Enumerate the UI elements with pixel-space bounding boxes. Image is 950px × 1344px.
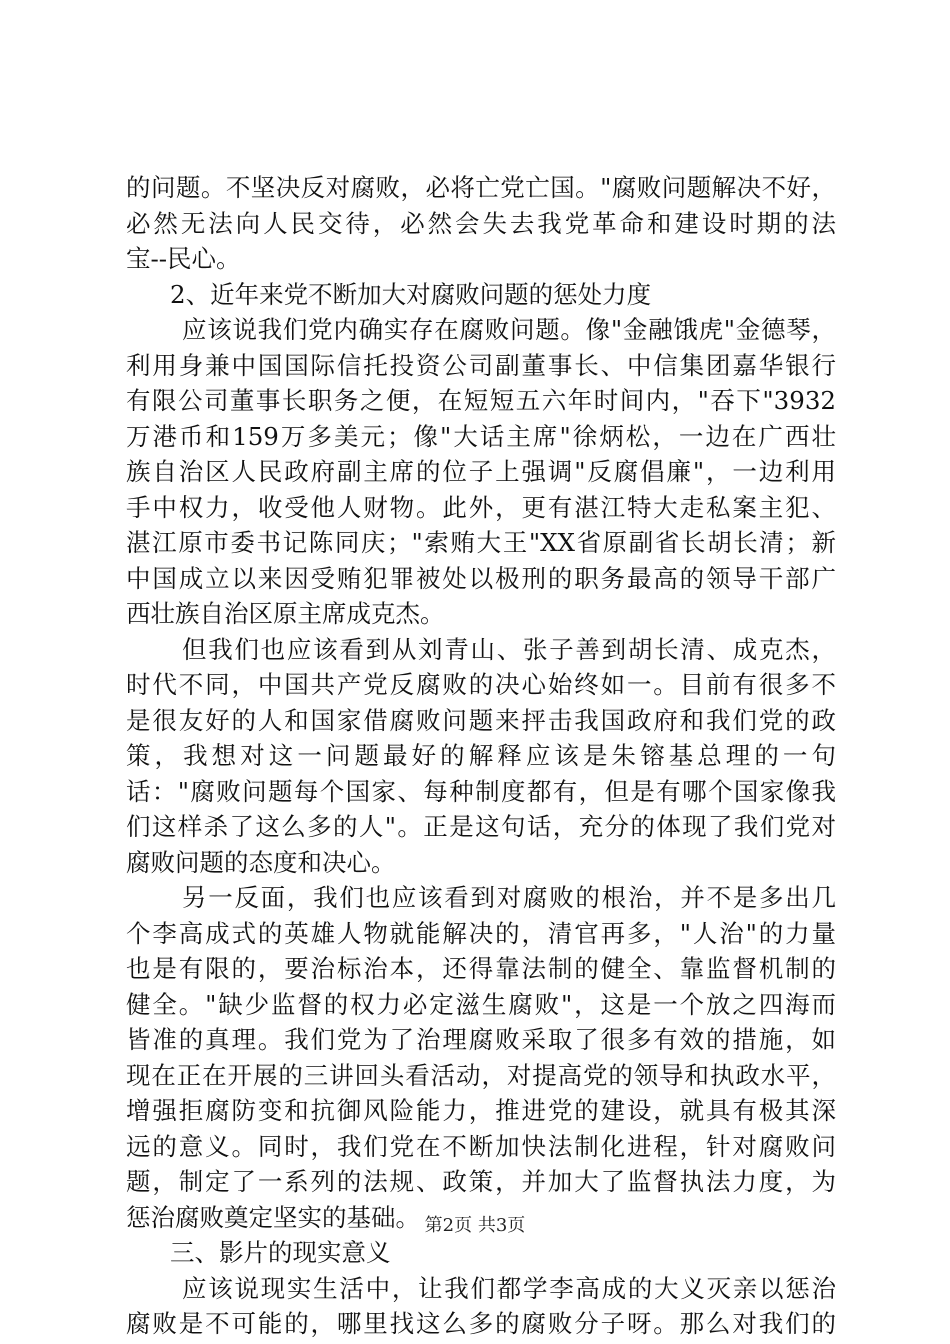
text-line: 增强拒腐防变和抗御风险能力，推进党的建设，就具有极其深 <box>126 1096 836 1125</box>
text-line: 惩治腐败奠定坚实的基础。 <box>126 1202 420 1232</box>
text-line: 策，我想对这一问题最好的解释应该是朱镕基总理的一句 <box>126 741 836 770</box>
text-line: 万港币和159万多美元；像"大话主席"徐炳松，一边在广西壮 <box>126 421 836 451</box>
text-line: 有限公司董事长职务之便，在短短五六年时间内，"吞下"3932 <box>126 386 836 415</box>
text-line: 应该说现实生活中，让我们都学李高成的大义灭亲以惩治 <box>182 1273 836 1303</box>
section-heading: 2、近年来党不断加大对腐败问题的惩处力度 <box>170 279 652 309</box>
text-line: 们这样杀了这么多的人"。正是这句话，充分的体现了我们党对 <box>126 812 836 841</box>
text-line: 现在正在开展的三讲回头看活动，对提高党的领导和执政水平， <box>126 1060 836 1090</box>
text-line: 是很友好的人和国家借腐败问题来抨击我国政府和我们党的政 <box>126 705 836 735</box>
text-line: 宝--民心。 <box>126 244 241 273</box>
text-line: 话："腐败问题每个国家、每种制度都有，但是有哪个国家像我 <box>126 776 836 806</box>
text-line: 另一反面，我们也应该看到对腐败的根治，并不是多出几 <box>182 883 836 912</box>
text-line: 应该说我们党内确实存在腐败问题。像"金融饿虎"金德琴， <box>182 315 836 344</box>
text-line: 腐败问题的态度和决心。 <box>126 847 396 877</box>
text-line: 皆准的真理。我们党为了治理腐败采取了很多有效的措施，如 <box>126 1025 836 1054</box>
text-line: 健全。"缺少监督的权力必定滋生腐败"，这是一个放之四海而 <box>126 989 836 1019</box>
text-line: 时代不同，中国共产党反腐败的决心始终如一。目前有很多不 <box>126 670 836 699</box>
text-line: 中国成立以来因受贿犯罪被处以极刑的职务最高的领导干部广 <box>126 563 836 593</box>
text-line: 湛江原市委书记陈同庆；"索贿大王"XX省原副省长胡长清；新 <box>126 528 836 557</box>
text-line: 手中权力，收受他人财物。此外，更有湛江特大走私案主犯、 <box>126 492 836 522</box>
text-line: 远的意义。同时，我们党在不断加快法制化进程，针对腐败问 <box>126 1131 836 1161</box>
text-line: 腐败是不可能的，哪里找这么多的腐败分子呀。那么对我们的 <box>126 1309 836 1338</box>
section-heading: 三、影片的现实意义 <box>170 1238 391 1267</box>
text-line: 但我们也应该看到从刘青山、张子善到胡长清、成克杰， <box>182 634 836 664</box>
text-line: 的问题。不坚决反对腐败，必将亡党亡国。"腐败问题解决不好， <box>126 173 836 202</box>
text-line: 个李高成式的英雄人物就能解决的，清官再多，"人治"的力量 <box>126 918 836 948</box>
document-body <box>126 170 836 1342</box>
text-line: 题，制定了一系列的法规、政策，并加大了监督执法力度，为 <box>126 1167 836 1196</box>
page-footer: 第2页 共3页 <box>424 1215 526 1236</box>
text-line: 利用身兼中国国际信托投资公司副董事长、中信集团嘉华银行 <box>126 350 836 380</box>
text-line: 也是有限的，要治标治本，还得靠法制的健全、靠监督机制的 <box>126 954 836 983</box>
text-line: 必然无法向人民交待，必然会失去我党革命和建设时期的法 <box>126 208 836 238</box>
text-line: 西壮族自治区原主席成克杰。 <box>126 599 445 628</box>
text-line: 族自治区人民政府副主席的位子上强调"反腐倡廉"，一边利用 <box>126 457 836 486</box>
